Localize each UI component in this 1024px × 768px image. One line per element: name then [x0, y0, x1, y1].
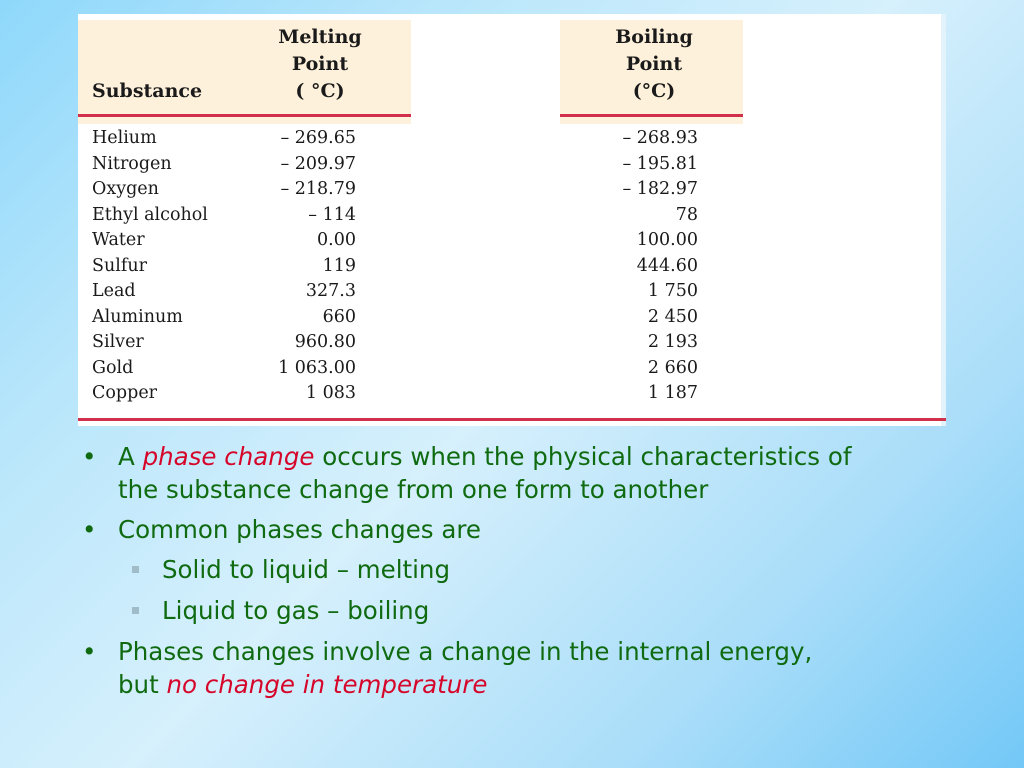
bullet-line: but no change in temperature	[118, 670, 488, 699]
cell-melting: 1 063.00	[278, 357, 356, 378]
cell-substance: Helium	[92, 128, 157, 148]
cell-melting: 119	[322, 255, 356, 276]
cell-melting: – 209.97	[280, 153, 356, 174]
table-row	[78, 203, 946, 229]
square-bullet-icon	[132, 607, 139, 614]
header-boiling-point: Boiling Point (°C)	[615, 26, 693, 102]
bullet-line: A phase change occurs when the physical characteristics of	[118, 442, 852, 471]
bullet-dot: •	[82, 515, 97, 544]
cell-boiling: 2 193	[647, 332, 698, 352]
cell-boiling: – 195.81	[622, 153, 698, 174]
bullet-line: the substance change from one form to another	[118, 475, 709, 504]
cell-melting: 1 083	[305, 383, 356, 403]
table-row	[78, 330, 946, 356]
table-body	[78, 126, 946, 407]
table-row	[78, 381, 946, 407]
bullet-dot: •	[82, 442, 97, 471]
table-row	[78, 177, 946, 203]
cell-melting: 660	[322, 306, 356, 327]
table-row	[78, 356, 946, 382]
data-table	[78, 14, 946, 426]
cell-boiling: – 182.97	[622, 179, 698, 199]
table-row	[78, 254, 946, 280]
cell-melting: 327.3	[305, 281, 356, 301]
bullet-line: Common phases changes are	[118, 515, 481, 544]
emphasis-no-temperature-change: no change in temperature	[166, 670, 488, 699]
table-row	[78, 305, 946, 331]
sub-bullet-line: Solid to liquid – melting	[162, 555, 450, 584]
cell-melting: – 114	[308, 204, 356, 225]
cell-boiling: 1 187	[647, 383, 698, 403]
cell-substance: Water	[92, 230, 145, 250]
sub-bullet-line: Liquid to gas – boiling	[162, 596, 430, 625]
bullet-internal-energy	[78, 635, 978, 701]
cell-boiling: 78	[675, 204, 698, 225]
cell-substance: Nitrogen	[92, 153, 172, 174]
sub-bullet-melting	[78, 553, 978, 586]
table-row	[78, 228, 946, 254]
sub-bullet-boiling	[78, 594, 978, 627]
square-bullet-icon	[132, 566, 139, 573]
header-substance: Substance	[92, 80, 203, 102]
cell-substance: Sulfur	[92, 255, 147, 276]
cell-melting: – 269.65	[280, 128, 356, 148]
table-row	[78, 279, 946, 305]
header-melting-point: Melting Point ( °C)	[278, 26, 362, 102]
cell-boiling: 1 750	[647, 281, 698, 301]
cell-melting: – 218.79	[280, 179, 356, 199]
cell-substance: Copper	[92, 383, 158, 403]
table-bottom-rule	[78, 418, 946, 421]
cell-substance: Silver	[92, 332, 144, 352]
header-rule-left	[78, 114, 411, 117]
bullet-line: Phases changes involve a change in the internal energy,	[118, 637, 813, 666]
table-row	[78, 126, 946, 152]
table-row	[78, 152, 946, 178]
cell-boiling: – 268.93	[622, 128, 698, 148]
bullet-dot: •	[82, 637, 97, 666]
cell-substance: Oxygen	[92, 179, 159, 199]
bullet-list	[78, 440, 978, 708]
cell-substance: Ethyl alcohol	[92, 204, 208, 225]
header-rule-right	[560, 114, 743, 117]
cell-melting: 0.00	[317, 230, 356, 250]
emphasis-phase-change: phase change	[142, 442, 315, 471]
bullet-phase-change	[78, 440, 978, 506]
cell-boiling: 444.60	[636, 255, 698, 276]
bullet-common-phases	[78, 513, 978, 546]
cell-substance: Lead	[92, 281, 136, 301]
cell-boiling: 100.00	[636, 230, 698, 250]
cell-boiling: 2 450	[647, 306, 698, 327]
cell-boiling: 2 660	[647, 357, 698, 378]
cell-melting: 960.80	[294, 332, 356, 352]
cell-substance: Gold	[92, 357, 134, 378]
cell-substance: Aluminum	[92, 306, 183, 327]
